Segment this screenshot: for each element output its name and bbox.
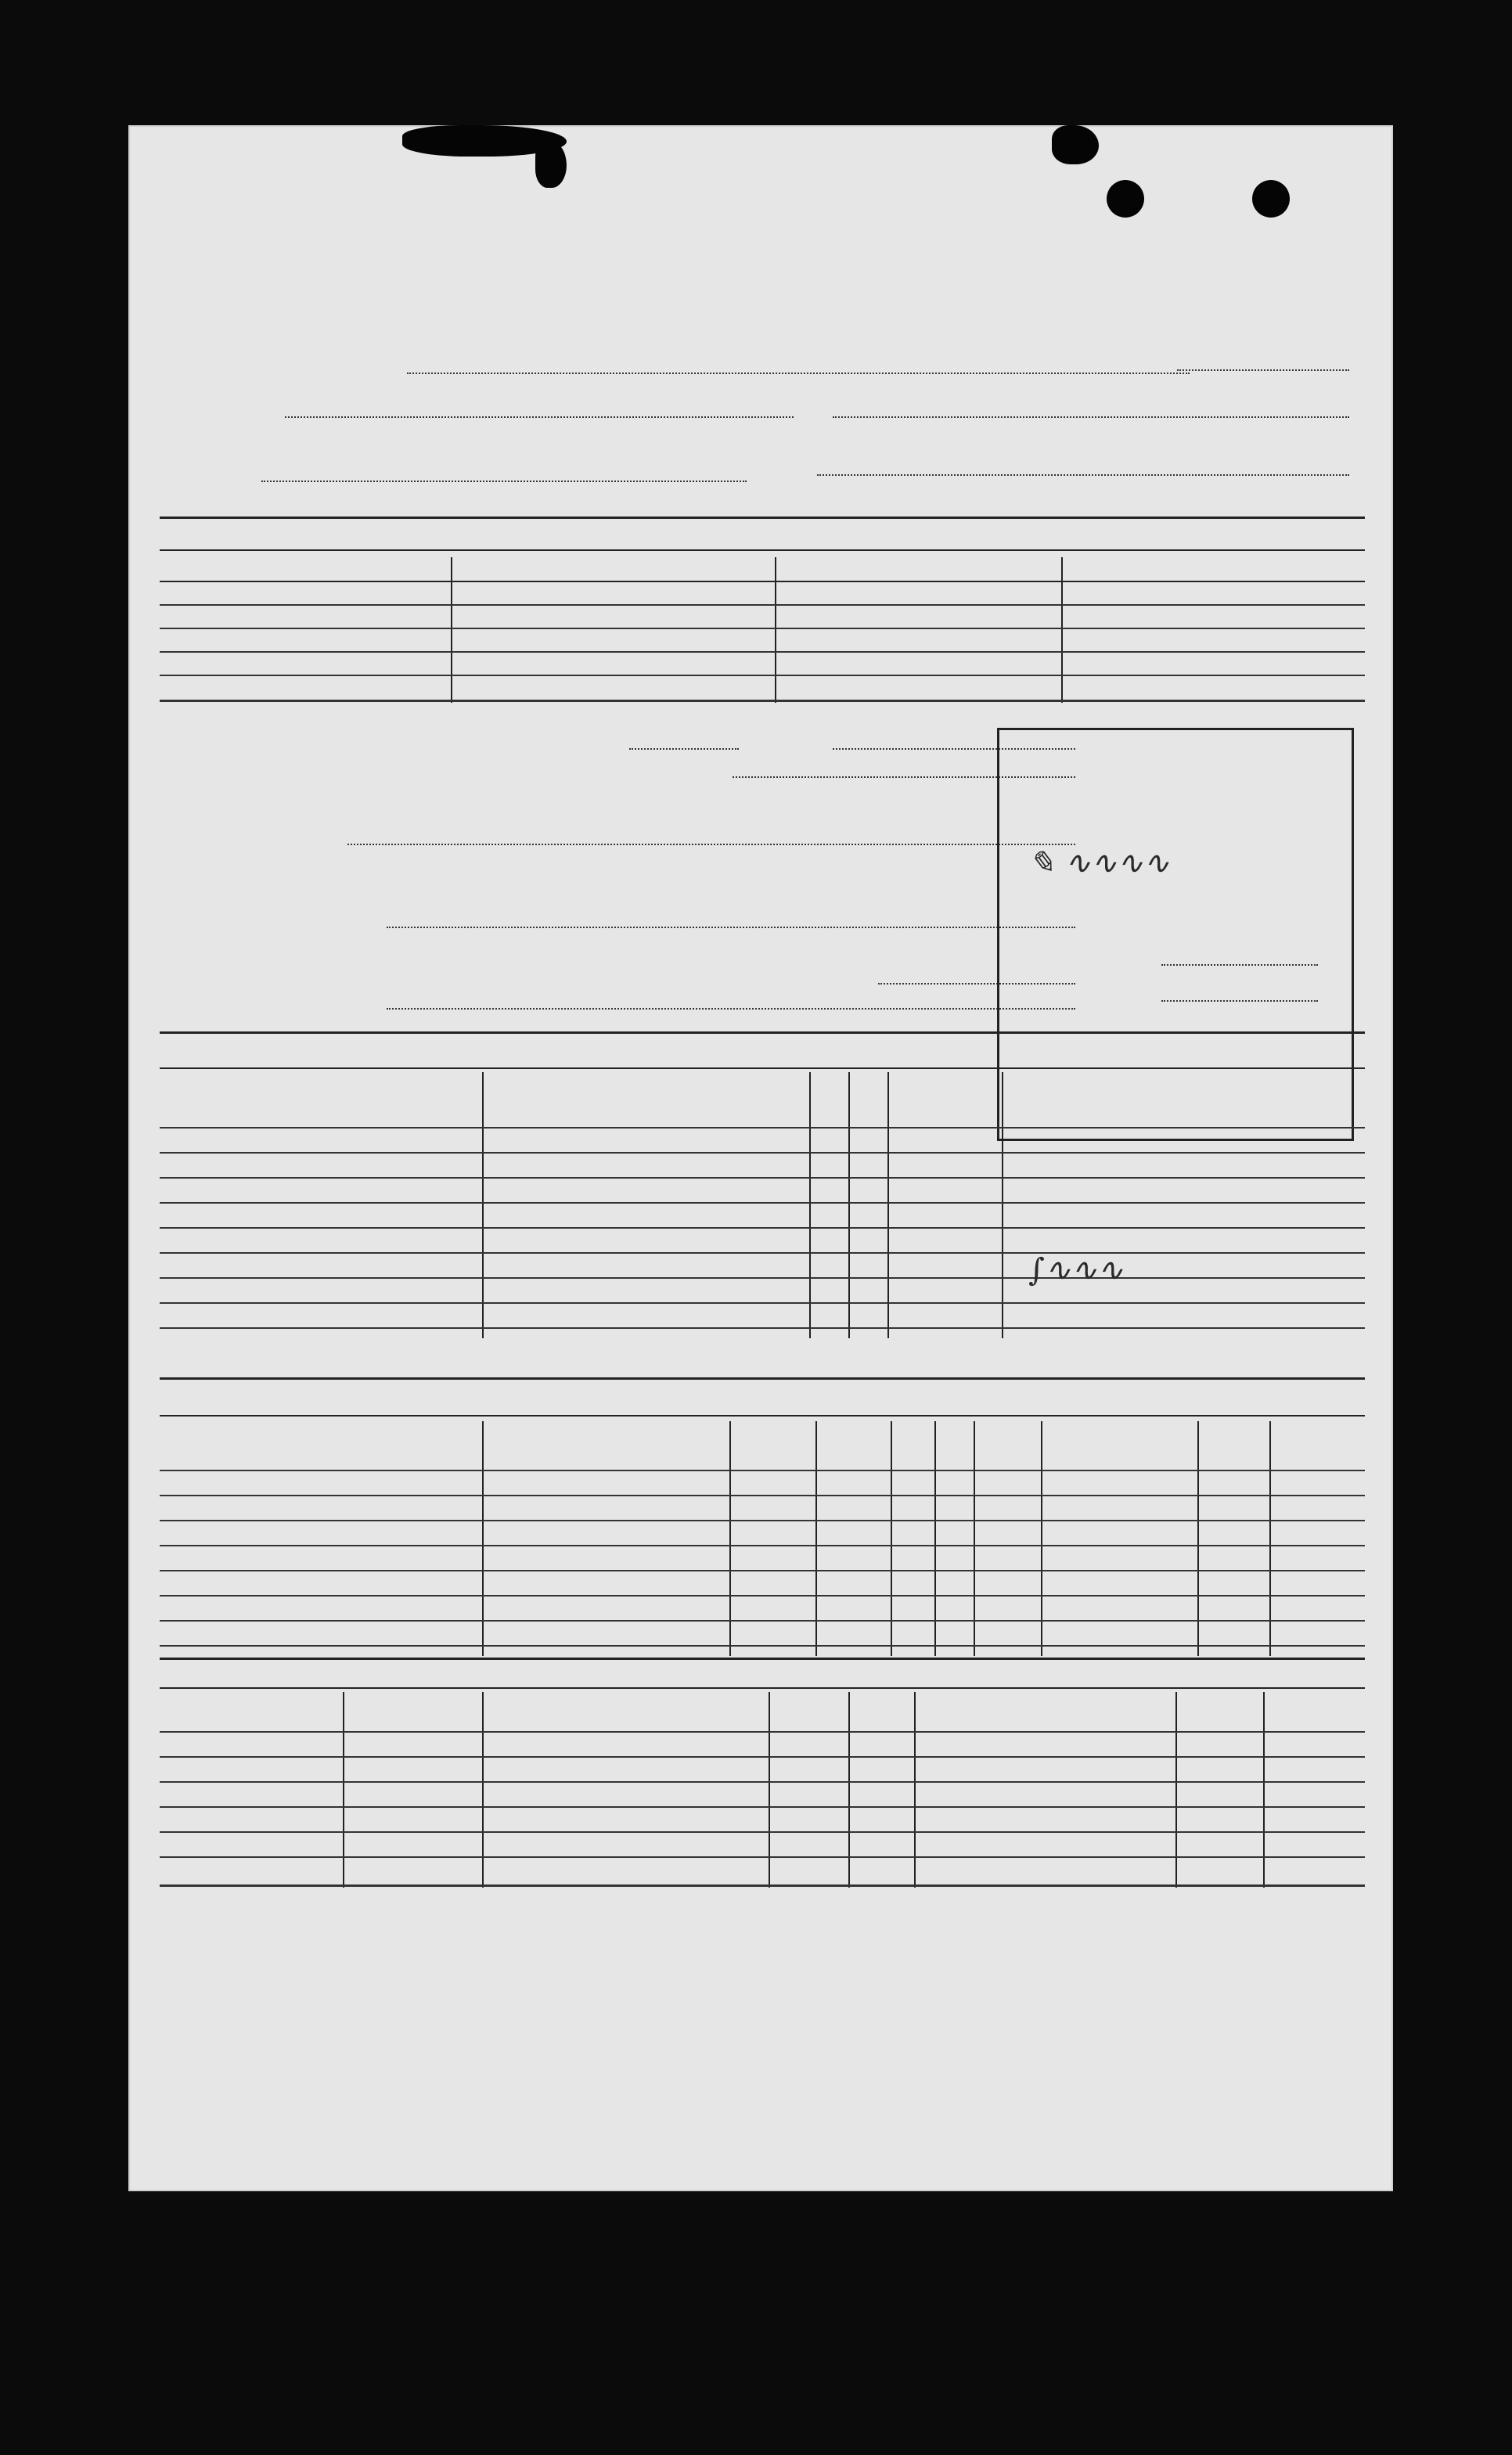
from-dotted-line (833, 416, 1349, 418)
owner-dotted-line (407, 373, 1190, 374)
passenger-count-line (629, 748, 739, 750)
date-dotted-line (261, 481, 747, 482)
crew-col-line (1002, 1072, 1003, 1338)
cargo-divider (160, 1687, 1365, 1689)
inspector-signature: ✎ ∿∿∿∿ (1028, 845, 1170, 881)
itinerary-col-line (451, 557, 452, 703)
flight-dotted-line (1177, 369, 1349, 371)
arrival-line (1161, 1000, 1318, 1002)
itinerary-header-line (160, 581, 1365, 582)
itinerary-top-border (160, 517, 1365, 519)
crew-top-border (160, 1031, 1365, 1034)
animals-line-2 (387, 1008, 1075, 1010)
cargo-col-line (914, 1692, 916, 1888)
passenger-top-border (160, 1377, 1365, 1380)
disinsect-line (387, 927, 1075, 928)
cargo-col-line (482, 1692, 484, 1888)
paper-damage (1052, 125, 1099, 164)
departure-line (1161, 964, 1318, 966)
cargo-col-line (769, 1692, 770, 1888)
crew-col-line (809, 1072, 811, 1338)
cargo-col-line (1175, 1692, 1177, 1888)
official-use-box (997, 728, 1354, 1141)
declaration-sheet (128, 125, 1393, 2191)
passenger-divider (160, 1415, 1365, 1416)
punch-hole (1107, 180, 1144, 218)
to-dotted-line (817, 474, 1349, 476)
itinerary-col-line (775, 557, 776, 703)
cargo-col-line (848, 1692, 850, 1888)
crew-divider (160, 1067, 1365, 1069)
illness-line (347, 844, 1075, 845)
cargo-col-line (1263, 1692, 1265, 1888)
cargo-col-line (343, 1692, 344, 1888)
itinerary-col-line (1061, 557, 1063, 703)
itinerary-divider (160, 549, 1365, 551)
punch-hole (1252, 180, 1290, 218)
crew-col-line (482, 1072, 484, 1338)
aircraft-dotted-line (285, 416, 794, 418)
crew-col-line (887, 1072, 889, 1338)
cargo-top-border (160, 1658, 1365, 1660)
paper-damage (535, 141, 567, 188)
crew-official-scribble: ∫∿∿∿ (1028, 1252, 1124, 1288)
crew-col-line (848, 1072, 850, 1338)
